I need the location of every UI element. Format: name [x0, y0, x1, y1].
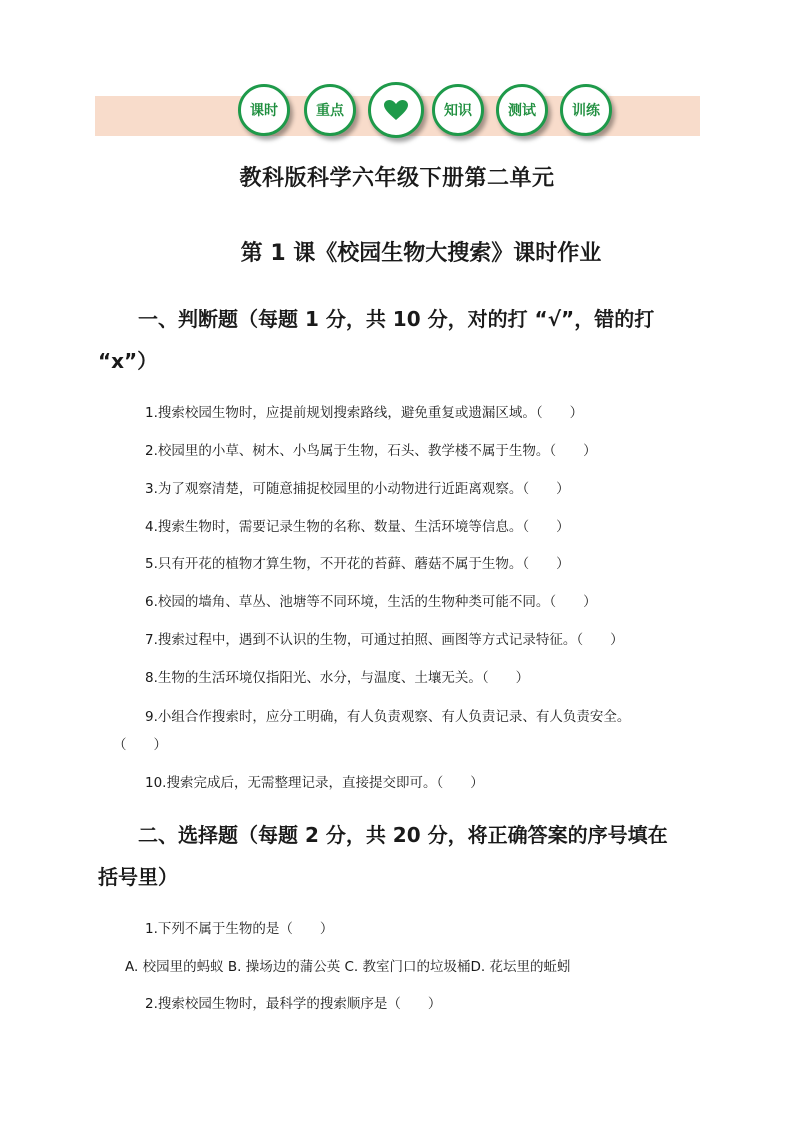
page-title: 教科版科学六年级下册第二单元: [239, 166, 555, 191]
tag-zhishi: 知识: [432, 84, 484, 136]
tag-xunlian: 训练: [560, 84, 612, 136]
judge-item-1: 1.搜索校园生物时，应提前规划搜索路线，避免重复或遗漏区域。（ ）: [145, 405, 584, 421]
section-1-line1: 一、判断题（每题 1 分，共 10 分，对的打 “√”，错的打: [138, 307, 655, 331]
judge-item-2: 2.校园里的小草、树木、小鸟属于生物，石头、教学楼不属于生物。（ ）: [145, 443, 597, 459]
judge-item-3: 3.为了观察清楚，可随意捕捉校园里的小动物进行近距离观察。（ ）: [145, 481, 570, 497]
heart-icon: [383, 99, 409, 121]
section-2-line2: 括号里）: [98, 865, 178, 889]
judge-item-7: 7.搜索过程中，遇到不认识的生物，可通过拍照、画图等方式记录特征。（ ）: [145, 632, 624, 648]
judge-item-9: 9.小组合作搜索时，应分工明确，有人负责观察、有人负责记录、有人负责安全。: [145, 709, 631, 725]
tag-keshi: 课时: [238, 84, 290, 136]
judge-item-5: 5.只有开花的植物才算生物，不开花的苔藓、蘑菇不属于生物。（ ）: [145, 556, 570, 572]
section-2-heading: [98, 814, 698, 898]
section-1-heading: [98, 298, 698, 382]
judge-item-6: 6.校园的墙角、草丛、池塘等不同环境，生活的生物种类可能不同。（ ）: [145, 594, 597, 610]
judge-item-8: 8.生物的生活环境仅指阳光、水分，与温度、土壤无关。（ ）: [145, 670, 530, 686]
lesson-subtitle: 第 1 课《校园生物大搜索》课时作业: [240, 241, 602, 266]
judge-item-9-bracket: （ ）: [113, 737, 167, 753]
tag-ceshi: 测试: [496, 84, 548, 136]
header-tags: [238, 84, 638, 144]
section-1-line2: “x”）: [98, 349, 158, 373]
heart-badge: [368, 82, 424, 138]
section-2-line1: 二、选择题（每题 2 分，共 20 分，将正确答案的序号填在: [138, 823, 668, 847]
choice-item-1: 1.下列不属于生物的是（ ）: [145, 921, 334, 937]
choice-item-2: 2.搜索校园生物时，最科学的搜索顺序是（ ）: [145, 996, 442, 1012]
judge-item-4: 4.搜索生物时，需要记录生物的名称、数量、生活环境等信息。（ ）: [145, 519, 570, 535]
tag-zhongdian: 重点: [304, 84, 356, 136]
choice-item-1-options: A. 校园里的蚂蚁 B. 操场边的蒲公英 C. 教室门口的垃圾桶D. 花坛里的蚯蚓: [125, 959, 571, 975]
judge-item-10: 10.搜索完成后，无需整理记录，直接提交即可。（ ）: [145, 775, 484, 791]
